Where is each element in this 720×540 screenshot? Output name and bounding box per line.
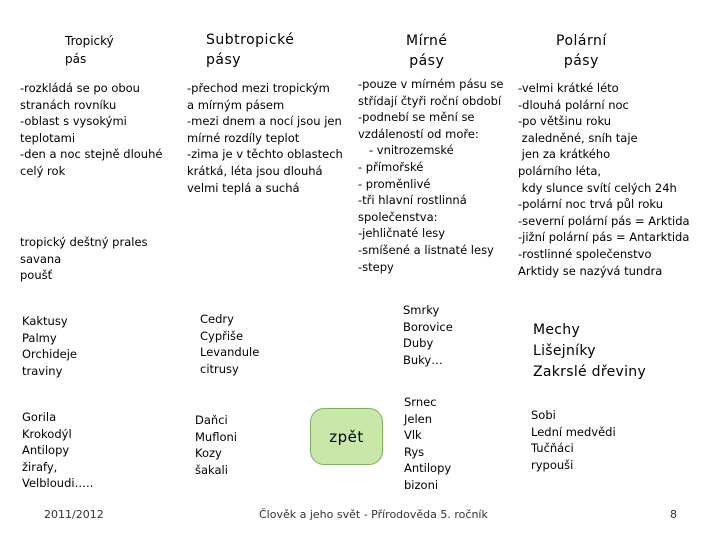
tropical-zone-heading: Tropický pás (65, 34, 114, 66)
temperate-zone-heading: Mírné pásy (406, 33, 448, 69)
subtropical-plants-list: Cedry Cypřiše Levandule citrusy (200, 312, 260, 376)
polar-plants-list: Mechy Lišejníky Zakrslé dřeviny (533, 322, 647, 380)
slide-number: 8 (670, 508, 677, 521)
footer-title: Člověk a jeho svět - Přírodověda 5. ročník (259, 508, 488, 521)
temperate-plants-list: Smrky Borovice Duby Buky… (403, 303, 453, 367)
tropical-animals-list: Gorila Krokodýl Antilopy žirafy, Velbloudi….. (22, 410, 94, 491)
subtropical-zone-description: -přechod mezi tropickým a mírným pásem -mezi dnem a nocí jsou jen mírné rozdíly teplot -zima je v těchto oblastech krátká, léta jsou dlouhá velmi teplá a suchá (187, 81, 343, 195)
tropical-plants-list: Kaktusy Palmy Orchideje traviny (22, 314, 77, 378)
footer-date: 2011/2012 (44, 508, 104, 521)
polar-zone-heading: Polární pásy (556, 33, 607, 69)
subtropical-animals-list: Daňci Mufloni Kozy šakali (195, 413, 237, 477)
polar-animals-list: Sobi Lední medvědi Tučňáci rypouši (531, 408, 616, 472)
tropical-biomes-list: tropický deštný prales savana poušť (20, 235, 148, 283)
back-button-label: zpět (329, 427, 364, 446)
temperate-zone-description: -pouze v mírném pásu se střídají čtyři roční období -podnebí se mění se vzdáleností od moře: - vnitrozemské - přímořské - proměnlivé -tři hlavní rostlinná společenstva: -jehličnaté lesy -smíšené a listnaté lesy -stepy (358, 77, 504, 274)
tropical-zone-description: -rozkládá se po obou stranách rovníku -oblast s vysokými teplotami -den a noc stejně dlouhé celý rok (20, 81, 163, 178)
subtropical-zone-heading: Subtropické pásy (206, 32, 295, 68)
polar-zone-description: -velmi krátké léto -dlouhá polární noc -po většinu roku zaledněné, sníh taje jen za krátkého polárního léta, kdy slunce svítí celých 24h -polární noc trvá půl roku -severní polární pás = Arktida -jižní polární pás = Antarktida -rostlinné společenstvo Arktidy se nazývá tundra (518, 81, 690, 278)
back-button[interactable] (310, 408, 383, 465)
temperate-animals-list: Srnec Jelen Vlk Rys Antilopy bizoni (404, 395, 452, 492)
